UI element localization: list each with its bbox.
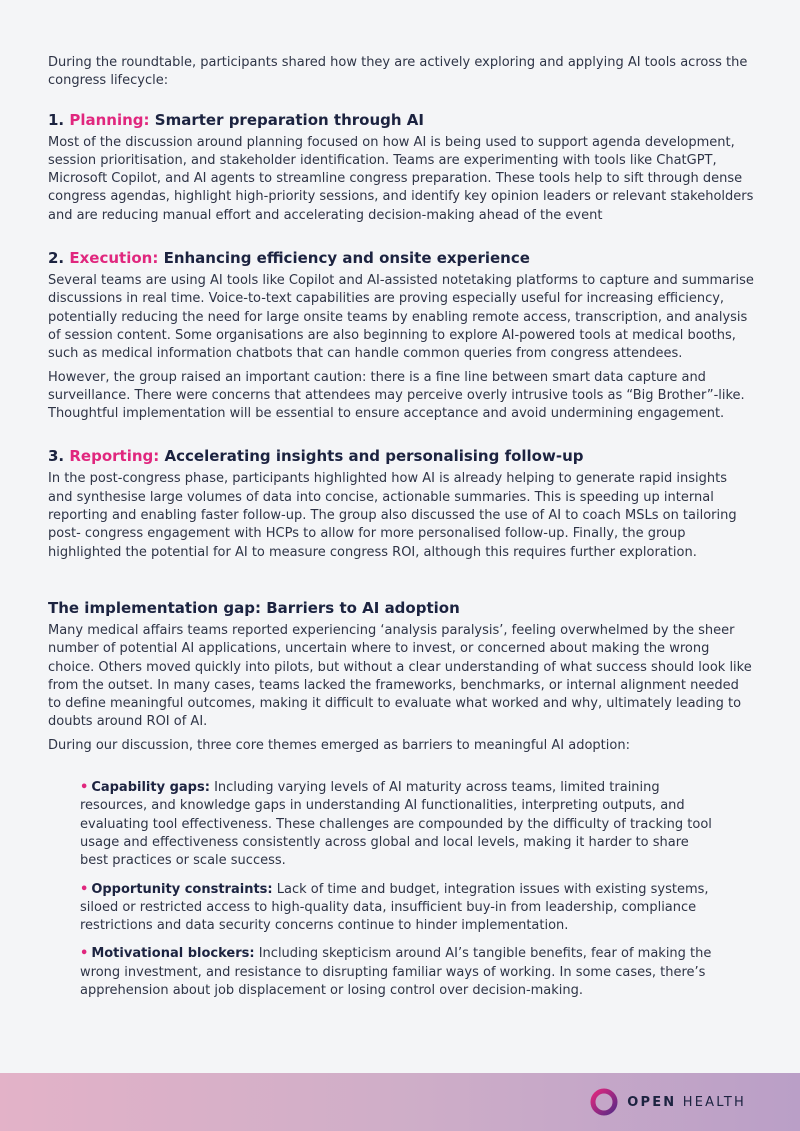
logo-word-health: HEALTH xyxy=(682,1094,746,1110)
implementation-gap-section xyxy=(48,598,754,1000)
section-accent: Reporting: xyxy=(69,447,160,466)
bullet-icon: • xyxy=(80,881,89,897)
section-paragraph: Several teams are using AI tools like Copilot and AI-assisted notetaking platforms to capture and summarise discussions in real time. Voice-to-text capabilities are proving especially useful for increasing efficiency, potentially reducing the need for large onsite teams by enabling remote access, transcription, and analysis of session content. Some organisations are also beginning to explore AI-powered tools at medical booths, such as medical information chatbots that can handle common queries from congress attendees. xyxy=(48,273,754,362)
barrier-item-opportunity xyxy=(80,881,720,936)
section-accent: Execution: xyxy=(69,249,159,268)
section-execution xyxy=(48,248,754,423)
section-title: Accelerating insights and personalising follow-up xyxy=(164,447,584,466)
open-health-ring-icon xyxy=(589,1087,619,1117)
section-number: 2. xyxy=(48,249,65,268)
footer-band xyxy=(0,1073,800,1131)
open-health-logo xyxy=(589,1087,746,1117)
barrier-term: Motivational blockers: xyxy=(91,946,255,962)
barrier-term: Capability gaps: xyxy=(91,780,210,796)
section-title: Enhancing efficiency and onsite experience xyxy=(163,249,530,268)
section-planning xyxy=(48,110,754,225)
gap-paragraph: Many medical affairs teams reported experiencing ‘analysis paralysis’, feeling overwhelmed by the sheer number of potential AI applications, uncertain where to invest, or concerned about making the wrong choice. Others moved quickly into pilots, but without a clear understanding of what success should look like from the outset. In many cases, teams lacked the frameworks, benchmarks, or internal alignment needed to define meaningful outcomes, making it difficult to evaluate what worked and why, ultimately leading to doubts around ROI of AI. xyxy=(48,622,752,730)
barrier-item-capability xyxy=(80,779,720,870)
section-number: 1. xyxy=(48,110,65,129)
section-heading xyxy=(48,110,754,130)
section-number: 3. xyxy=(48,447,65,466)
barrier-list xyxy=(48,779,720,1000)
section-accent: Planning: xyxy=(69,110,150,129)
implementation-gap-heading: The implementation gap: Barriers to AI adoption xyxy=(48,598,460,617)
barrier-item-motivational xyxy=(80,945,720,1000)
barrier-text: Including varying levels of AI maturity across teams, limited training resources, and knowledge gaps in understanding AI functionalities, interpreting outputs, and evaluating tool effectiveness. These challenges are compounded by the difficulty of tracking tool usage and effectiveness consistently across global and local levels, making it harder to share best practices or scale success. xyxy=(80,780,712,869)
logo-wordmark xyxy=(627,1095,746,1110)
bullet-icon: • xyxy=(80,946,89,962)
barrier-term: Opportunity constraints: xyxy=(91,881,273,897)
section-title: Smarter preparation through AI xyxy=(154,110,424,129)
barrier-text: Lack of time and budget, integration issues with existing systems, siloed or restricted access to high-quality data, insufficient buy-in from leadership, compliance restrictions and data security concerns continue to hinder implementation. xyxy=(80,881,709,934)
intro-paragraph: During the roundtable, participants shared how they are actively exploring and applying AI tools across the congress lifecycle: xyxy=(48,55,748,89)
page-content xyxy=(48,54,754,1010)
section-paragraph: In the post-congress phase, participants highlighted how AI is already helping to generate rapid insights and synthesise large volumes of data into concise, actionable summaries. This is speeding up internal reporting and enabling faster follow-up. The group also discussed the use of AI to coach MSLs on tailoring post- congress engagement with HCPs to allow for more personalised follow-up. Finally, the group highlighted the potential for AI to measure congress ROI, although this requires further exploration. xyxy=(48,471,737,560)
logo-word-open: OPEN xyxy=(627,1094,677,1110)
bullet-icon: • xyxy=(80,780,89,796)
section-paragraph: However, the group raised an important caution: there is a fine line between smart data capture and surveillance. There were concerns that attendees may perceive overly intrusive tools as “Big Brother”-like. Thoughtful implementation will be essential to ensure acceptance and avoid undermining engagement. xyxy=(48,369,745,422)
section-heading xyxy=(48,446,754,466)
section-reporting xyxy=(48,446,754,561)
barrier-text: Including skepticism around AI’s tangible benefits, fear of making the wrong investment, and resistance to disrupting familiar ways of working. In some cases, there’s apprehension about job displacement or losing control over decision-making. xyxy=(80,946,712,998)
section-paragraph: Most of the discussion around planning focused on how AI is being used to support agenda development, session prioritisation, and stakeholder identification. Teams are experimenting with tools like ChatGPT, Microsoft Copilot, and AI agents to streamline congress preparation. These tools help to sift through dense congress agendas, highlight high-priority sessions, and identify key opinion leaders or relevant stakeholders and are reducing manual effort and accelerating decision-making ahead of the event xyxy=(48,134,754,223)
gap-paragraph: During our discussion, three core themes emerged as barriers to meaningful AI adoption: xyxy=(48,737,630,753)
section-heading xyxy=(48,248,754,268)
